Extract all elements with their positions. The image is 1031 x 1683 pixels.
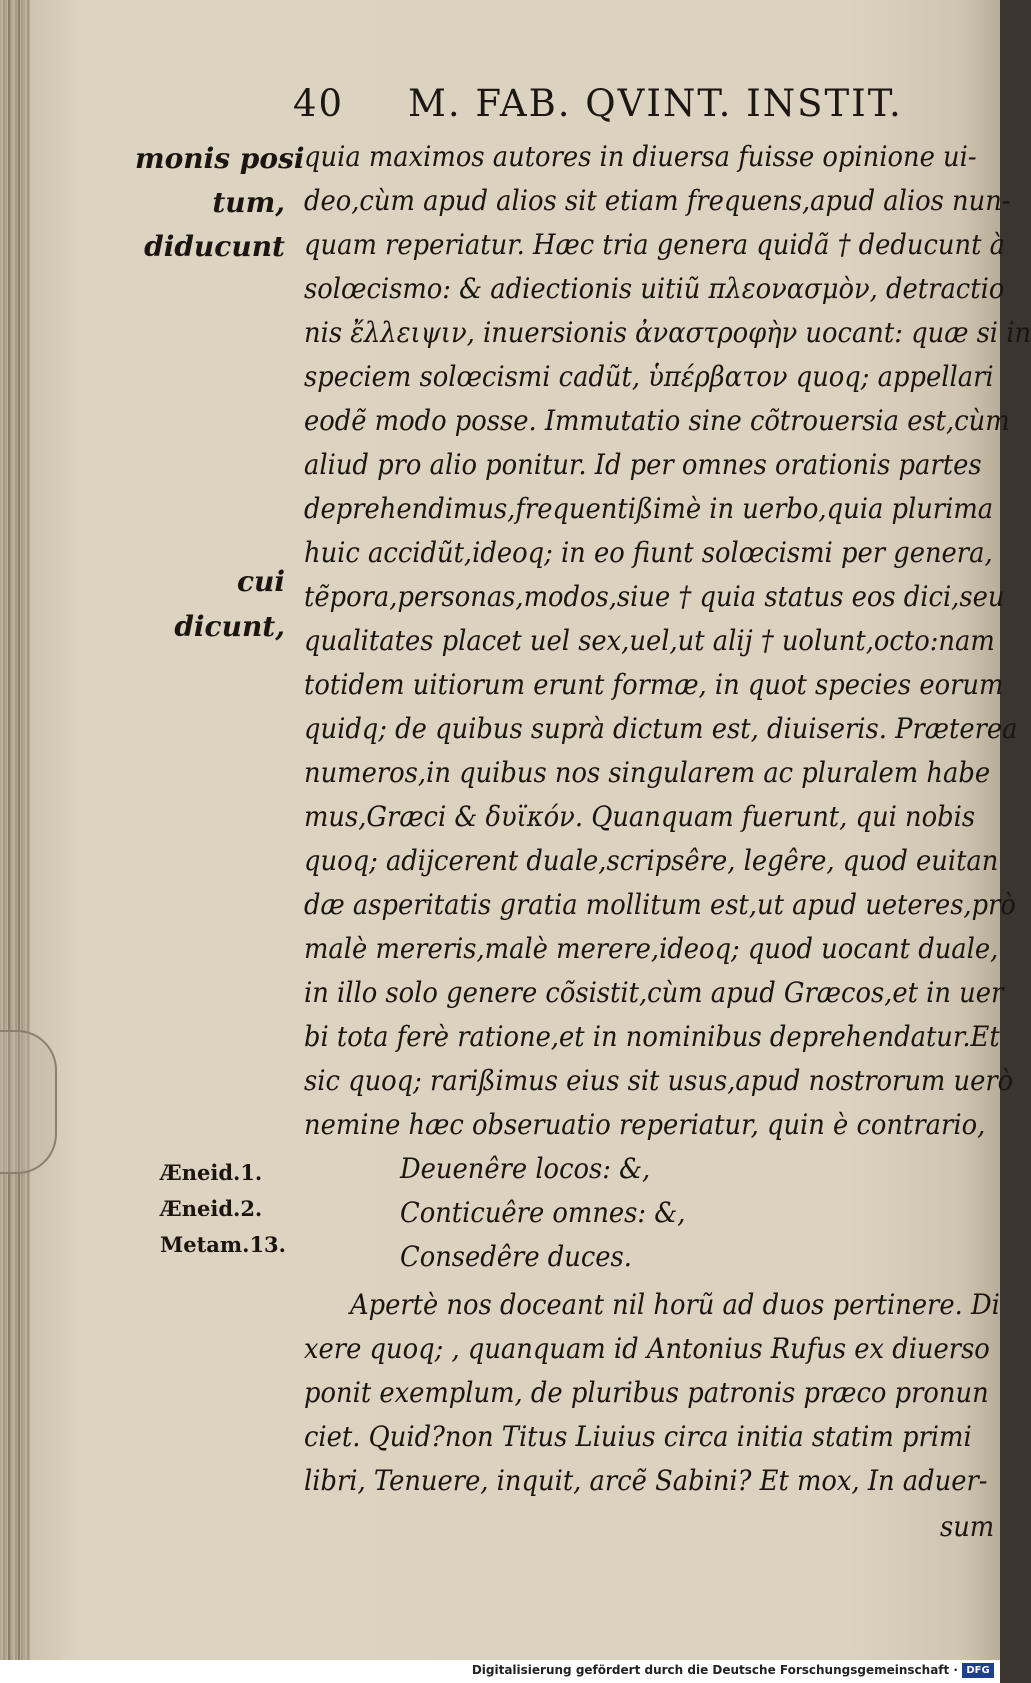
text-line: totidem uitiorum erunt formæ, in quot species eorum [304, 668, 1004, 701]
page-edge-line [18, 0, 20, 1660]
text-line: sic quoq; rarißimus eius sit usus,apud nostrorum uerò [304, 1064, 1014, 1097]
book-clip [0, 1030, 57, 1174]
text-line: eodẽ modo posse. Immutatio sine cõtrouersia est,cùm [304, 404, 1010, 437]
margin-note: monis posi [135, 142, 305, 175]
text-line: numeros,in quibus nos singularem ac pluralem habe [304, 756, 991, 789]
text-line: qualitates placet uel sex,uel,ut alij † uolunt,octo:nam [304, 624, 995, 657]
margin-reference: Æneid.1. [160, 1160, 263, 1185]
text-line: in illo solo genere cõsistit,cùm apud Græcos,et in uer [304, 976, 1004, 1009]
verse-quote: Consedêre duces. [400, 1240, 632, 1273]
text-line: nis ἔλλειψιν, inuersionis ἀναστροφὴν uocant: quæ si in [304, 316, 1031, 349]
text-line: bi tota ferè ratione,et in nominibus deprehendatur.Et [304, 1020, 1000, 1053]
footer-credit: Digitalisierung gefördert durch die Deutsche Forschungsgemeinschaft · [471, 1663, 958, 1677]
text-line: solœcismo: & adiectionis uitiũ πλεονασμὸν, detractio [304, 272, 1005, 305]
margin-note: cui [236, 565, 285, 598]
text-line: nemine hæc obseruatio reperiatur, quin è contrario, [304, 1108, 986, 1141]
text-line: dæ asperitatis gratia mollitum est,ut apud ueteres,prò [304, 888, 1016, 921]
text-line: quia maximos autores in diuersa fuisse opinione ui- [304, 140, 977, 173]
digitization-footer [0, 1660, 1000, 1683]
margin-reference: Æneid.2. [160, 1196, 263, 1221]
text-line: tẽpora,personas,modos,siue † quia status eos dici,seu [304, 580, 1005, 613]
text-line: quoq; adijcerent duale,scripsêre, legêre, quod euitan [304, 844, 999, 877]
running-header [293, 82, 913, 126]
margin-reference: Metam.13. [160, 1232, 286, 1257]
verse-quote: Deuenêre locos: &, [400, 1152, 651, 1185]
text-line: ciet. Quid?non Titus Liuius circa initia statim primi [304, 1420, 972, 1453]
page-edge-line [8, 0, 10, 1660]
text-line: Apertè nos doceant nil horũ ad duos pertinere. Di [350, 1288, 1000, 1321]
text-line: aliud pro alio ponitur. Id per omnes orationis partes [304, 448, 982, 481]
page-edge [0, 0, 30, 1660]
dfg-logo-icon: DFG [962, 1663, 994, 1678]
text-line: malè mereris,malè merere,ideoq; quod uocant duale, [304, 932, 999, 965]
text-line: quidq; de quibus suprà dictum est, diuiseris. Præterea [304, 712, 1018, 745]
text-line: speciem solœcismi cadũt, ὑπέρβατον quoq; appellari [304, 360, 994, 393]
text-line: huic accidũt,ideoq; in eo fiunt solœcismi per genera, [304, 536, 993, 569]
text-line: deo,cùm apud alios sit etiam frequens,apud alios nun- [304, 184, 1011, 217]
margin-note: dicunt, [174, 610, 285, 643]
running-title: M. FAB. QVINT. INSTIT. [408, 82, 903, 125]
margin-note: diducunt [144, 230, 285, 263]
text-line: mus,Græci & δυϊκόν. Quanquam fuerunt, qui nobis [304, 800, 976, 833]
margin-note: tum, [212, 186, 285, 219]
text-line: libri, Tenuere, inquit, arcẽ Sabini? Et mox, In aduer- [304, 1464, 988, 1497]
verse-quote: Conticuêre omnes: &, [400, 1196, 686, 1229]
text-line: deprehendimus,frequentißimè in uerbo,quia plurima [304, 492, 994, 525]
text-line: xere quoq; , quanquam id Antonius Rufus ex diuerso [304, 1332, 990, 1365]
text-line: ponit exemplum, de pluribus patronis præco pronun [304, 1376, 989, 1409]
page-number: 40 [293, 82, 345, 125]
catchword: sum [940, 1510, 995, 1543]
text-line: quam reperiatur. Hæc tria genera quidã † deducunt à [304, 228, 1005, 261]
